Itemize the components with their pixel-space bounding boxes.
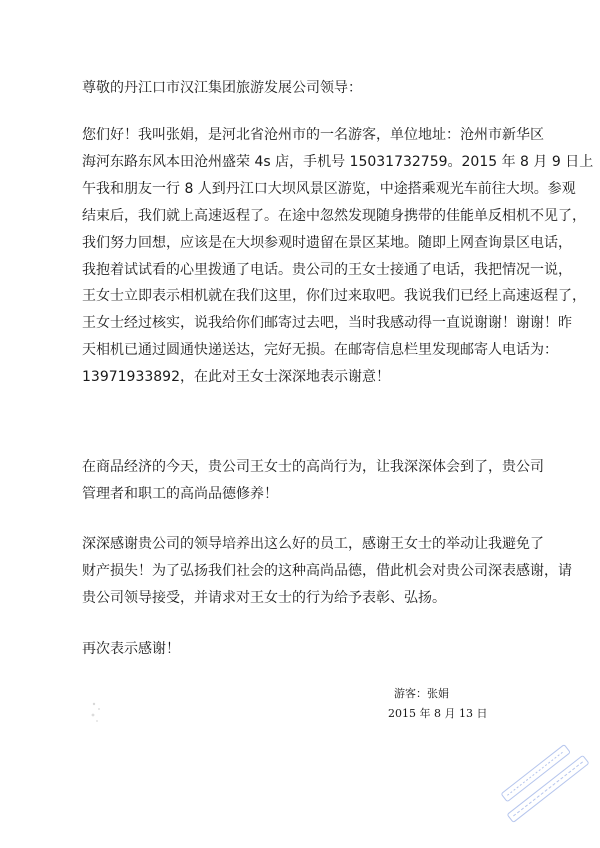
paragraph-line: 贵公司领导接受，并请求对王女士的行为给予表彰、弘扬。 <box>82 589 446 606</box>
paragraph-1 <box>82 122 594 391</box>
signature-date: 2015 年 8 月 13 日 <box>388 707 488 720</box>
paragraph-line: 您们好！我叫张娟，是河北省沧州市的一名游客，单位地址：沧州市新华区 <box>82 127 544 143</box>
paragraph-line: 我抱着试试看的心里拨通了电话。贵公司的王女士接通了电话，我把情况一说， <box>82 261 572 278</box>
paragraph-line: 天相机已通过圆通快递送达，完好无损。在邮寄信息栏里发现邮寄人电话为： <box>82 342 558 359</box>
paragraph-line: 管理者和职工的高尚品德修养！ <box>82 485 278 502</box>
paragraph-line: 王女士经过核实，说我给你们邮寄过去吧，当时我感动得一直说谢谢！谢谢！昨 <box>82 315 572 332</box>
scan-smudge <box>88 700 106 726</box>
signature-block <box>388 684 488 724</box>
paragraph-line: 13971933892，在此对王女士深深地表示谢意！ <box>82 369 390 386</box>
paragraph-line: 深深感谢贵公司的领导培养出这么好的员工，感谢王女士的举动让我避免了 <box>82 536 544 552</box>
paragraph-line: 再次表示感谢！ <box>82 641 180 657</box>
paragraph-4 <box>82 636 522 663</box>
paragraph-line: 王女士立即表示相机就在我们这里，你们过来取吧。我说我们已经上高速返程了， <box>82 288 586 305</box>
paragraph-3 <box>82 531 572 612</box>
letter-salutation: 尊敬的丹江口市汉江集团旅游发展公司领导： <box>82 80 362 96</box>
paragraph-line: 财产损失！为了弘扬我们社会的这种高尚品德，借此机会对贵公司深表感谢，请 <box>82 562 572 579</box>
watermark-stamp <box>488 742 600 832</box>
paragraph-2 <box>82 454 544 508</box>
paragraph-line: 海河东路东风本田沧州盛荣 4s 店，手机号 15031732759。2015 年 8 月 9 日上 <box>82 153 594 170</box>
paragraph-line: 结束后，我们就上高速返程了。在途中忽然发现随身携带的佳能单反相机不见了， <box>82 207 586 224</box>
paragraph-line: 在商品经济的今天，贵公司王女士的高尚行为，让我深深体会到了，贵公司 <box>82 459 544 475</box>
paragraph-line: 午我和朋友一行 8 人到丹江口大坝风景区游览，中途搭乘观光车前往大坝。参观 <box>82 180 576 197</box>
signature-name: 游客：张娟 <box>394 687 449 700</box>
paragraph-line: 我们努力回想，应该是在大坝参观时遗留在景区某地。随即上网查询景区电话， <box>82 234 572 251</box>
